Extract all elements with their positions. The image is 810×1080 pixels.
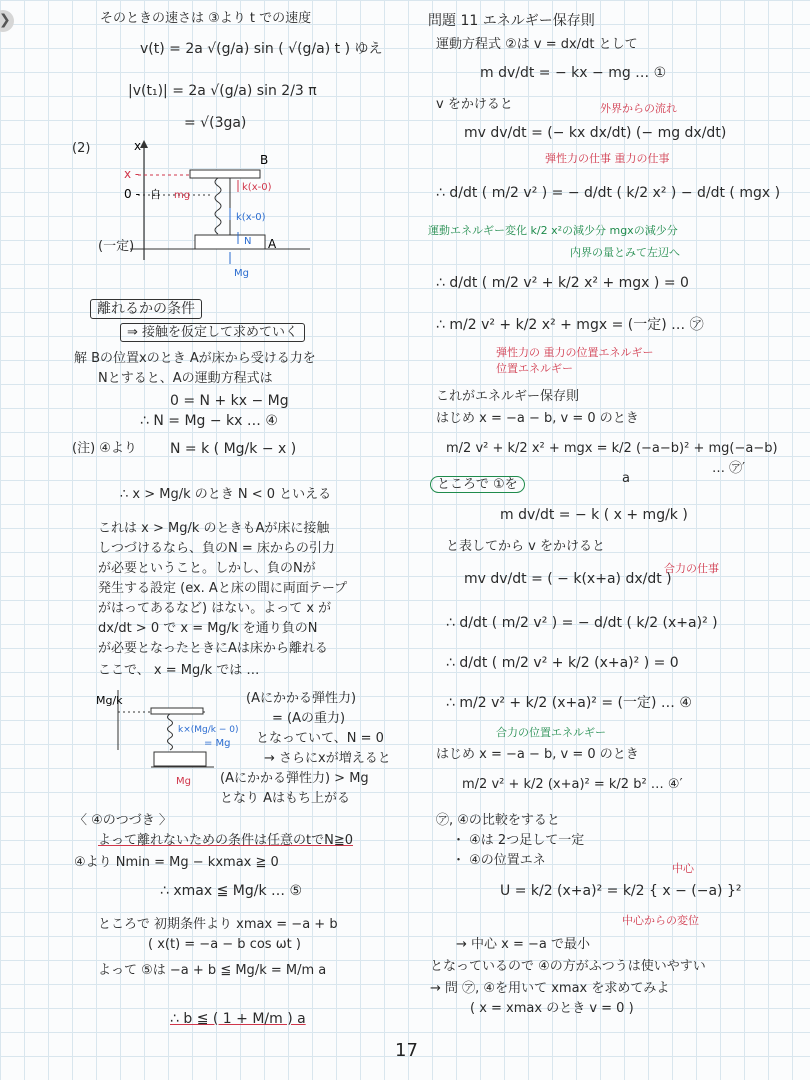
right-eq-initial-2: m/2 v² + k/2 (x+a)² = k/2 b² … ④′ [462, 777, 683, 792]
fig1-b-label: B [260, 153, 269, 167]
condition-subtitle [120, 324, 305, 342]
fig1-x-mark: x - [124, 167, 140, 181]
block-a [195, 235, 265, 249]
center-note: 中心 [672, 862, 694, 875]
fig1-n-label: N [244, 236, 252, 247]
external-flow-note: 外界からの流れ [600, 102, 677, 115]
left-eq-velocity-t1: |v(t₁)| = 2a √(g/a) sin 2/3 π [128, 83, 317, 99]
right-eq-initial: m/2 v² + k/2 x² + mgx = k/2 (−a−b)² + mg(−a−b) [446, 441, 778, 456]
left-line-1: そのときの速さは ③より t での速度 [100, 11, 312, 26]
condition-line-5: ( x(t) = −a − b cos ωt ) [148, 937, 301, 952]
energy-change-note: 運動エネルギー変化 k/2 x²の減少分 mgxの減少分 [428, 224, 678, 237]
resultant-work-note: 合力の仕事 [664, 562, 719, 575]
fig2-text-2: = (Aの重力) [272, 711, 346, 726]
comparison-bullet-2: ・ ④の位置エネ [452, 853, 546, 868]
paragraph-line-4: 発生する設定 (ex. Aと床の間に両面テープ [98, 581, 348, 596]
part-2-label: (2) [72, 141, 91, 156]
right-eq-motion: m dv/dt = − kx − mg … ① [480, 65, 667, 81]
condition-line-4: ところで 初期条件より xmax = −a + b [98, 917, 338, 932]
fig2-text-4: → さらにxが増えると [264, 751, 391, 766]
condition-line-1 [98, 832, 353, 850]
right-eq-work: mv dv/dt = (− kx dx/dt) (− mg dx/dt) [464, 125, 727, 141]
equation-n-4: ∴ x > Mg/k のとき N < 0 といえる [120, 487, 332, 502]
right-eq-potential: U = k/2 (x+a)² = k/2 { x − (−a) }² [500, 883, 742, 899]
paragraph-line-7: が必要となったときにAは床から離れる [98, 641, 328, 656]
right-line-1: 運動方程式 ②は v = dx/dt として [436, 37, 638, 52]
right-eq-sum-zero-2: ∴ d/dt ( m/2 v² + k/2 (x+a)² ) = 0 [446, 655, 679, 671]
note-label: (注) ④より [72, 441, 137, 456]
right-line-multiply: v をかけると [436, 97, 513, 112]
potential-note-1: 弾性力の 重力の位置エネルギー [496, 346, 654, 359]
fig1-origin: 0 - [124, 187, 140, 201]
condition-underline: よって離れないための条件は任意のtでN≧0 [98, 833, 353, 848]
comparison-bullet-1: ・ ④は 2つ足して一定 [452, 833, 585, 848]
however-circle: ところで ①を [430, 476, 525, 493]
usage-line: となっているので ④の方がふつうは使いやすい [430, 959, 706, 974]
energy-move-note: 内界の量とみて左辺へ [570, 246, 680, 259]
condition-title-box: 離れるかの条件 [90, 299, 202, 319]
fig2-text-6: となり Aはもち上がる [220, 791, 351, 806]
fig1-kx-label: k(x-0) [242, 182, 272, 193]
fig1-mg-label: mg [174, 190, 191, 201]
fig1-natural-label: 自 [150, 188, 161, 201]
fig2-mg-equal: = Mg [204, 738, 231, 749]
annotation-a: a [622, 471, 630, 486]
fig2-mg-weight: Mg [176, 776, 191, 787]
x-axis-arrow [140, 140, 148, 148]
page-number: 17 [395, 1040, 418, 1061]
paragraph-line-8: ここで、 x = Mg/k では … [98, 663, 260, 678]
condition-line-6: よって ⑤は −a + b ≦ Mg/k = M/m a [98, 963, 327, 978]
fig2-text-1: (Aにかかる弾性力) [246, 691, 357, 706]
paragraph-line-2: しつづけるなら、負のN = 床からの引力 [98, 541, 335, 556]
paragraph-line-3: が必要ということ。しかし、負のNが [98, 561, 316, 576]
work-note: 弾性力の仕事 重力の仕事 [545, 152, 670, 165]
initial-condition-2: はじめ x = −a − b, v = 0 のとき [436, 747, 639, 762]
fig2-spring [168, 714, 173, 750]
spring-coil [215, 178, 221, 234]
plate-b [190, 170, 260, 178]
displacement-note: 中心からの変位 [622, 914, 699, 927]
eq-tag-a-prime: … ㋐′ [712, 461, 746, 476]
problem-title: 問題 11 エネルギー保存則 [428, 13, 595, 29]
right-eq-conservation-2: ∴ m/2 v² + k/2 (x+a)² = (一定) … ④ [446, 695, 692, 711]
equation-n-1: 0 = N + kx − Mg [170, 393, 289, 409]
fig2-text-3: となっていて、N = 0 [256, 731, 384, 746]
condition-line-2: ④より Nmin = Mg − kxmax ≧ 0 [74, 855, 279, 870]
fig1-fixed-label: (一定) [98, 239, 135, 254]
fig2-block [154, 752, 206, 766]
paragraph-line-5: がはってあるなど) はない。よって x が [98, 601, 332, 616]
fig1-a-label: A [268, 237, 277, 251]
right-eq-resultant: mv dv/dt = ( − k(x+a) dx/dt ) [464, 571, 672, 587]
fig1-kx2-label: k(x-0) [236, 212, 266, 223]
fig1-x-axis-label: x [134, 140, 142, 153]
potential-note-2: 位置エネルギー [496, 362, 573, 375]
solution-line-1: 解 Bの位置xのとき Aが床から受ける力を [74, 351, 316, 366]
right-eq-rewrite: m dv/dt = − k ( x + mg/k ) [500, 507, 688, 523]
condition-subtitle-box: ⇒ 接触を仮定して求めていく [120, 323, 305, 342]
right-eq-conservation: ∴ m/2 v² + k/2 x² + mgx = (一定) … ㋐ [436, 317, 704, 333]
fig2-height-label: Mg/k [96, 694, 123, 707]
comparison-line: ㋐, ④の比較をすると [436, 813, 560, 828]
exercise-line: → 問 ㋐, ④を用いて xmax を求めてみよ [430, 981, 670, 996]
fig1-mg-weight: Mg [234, 268, 249, 279]
right-eq-derivative-2: ∴ d/dt ( m/2 v² ) = − d/dt ( k/2 (x+a)² ) [446, 615, 718, 631]
page-edge-tab[interactable] [0, 10, 14, 32]
left-eq-velocity: v(t) = 2a √(g/a) sin ( √(g/a) t ) ゆえ [140, 41, 383, 57]
condition-title [90, 300, 202, 318]
solution-line-2: Nとすると、Aの運動方程式は [98, 371, 273, 386]
paragraph-line-6: dx/dt > 0 で x = Mg/k を通り負のN [98, 621, 318, 636]
condition-result [170, 1010, 306, 1028]
right-eq-derivative: ∴ d/dt ( m/2 v² ) = − d/dt ( k/2 x² ) − d/dt ( mgx ) [436, 185, 781, 201]
right-line-rewrite-note: と表してから v をかけると [446, 539, 605, 554]
fig2-plate [151, 708, 203, 714]
exercise-hint: ( x = xmax のとき v = 0 ) [470, 1001, 634, 1016]
paragraph-line-1: これは x > Mg/k のときもAが床に接触 [98, 521, 330, 536]
equation-n-3: N = k ( Mg/k − x ) [170, 441, 297, 457]
conservation-law-line: これがエネルギー保存則 [436, 389, 580, 404]
left-eq-result: = √(3ga) [184, 115, 247, 131]
initial-condition-1: はじめ x = −a − b, v = 0 のとき [436, 411, 639, 426]
however-line [430, 476, 525, 494]
minimum-line: → 中心 x = −a で最小 [456, 937, 590, 952]
right-eq-sum-zero: ∴ d/dt ( m/2 v² + k/2 x² + mgx ) = 0 [436, 275, 689, 291]
continuation-heading: 〈 ④のつづき 〉 [74, 813, 172, 828]
condition-result-underline: ∴ b ≦ ( 1 + M/m ) a [170, 1011, 306, 1027]
spring-diagram-1 [110, 140, 330, 290]
equation-n-2: ∴ N = Mg − kx … ④ [140, 413, 278, 429]
fig2-kx-label: k×(Mg/k − 0) [178, 725, 239, 735]
condition-line-3: ∴ xmax ≦ Mg/k … ⑤ [160, 883, 303, 899]
resultant-potential-note: 合力の位置エネルギー [496, 726, 606, 739]
fig2-text-5: (Aにかかる弾性力) > Mg [220, 771, 369, 786]
